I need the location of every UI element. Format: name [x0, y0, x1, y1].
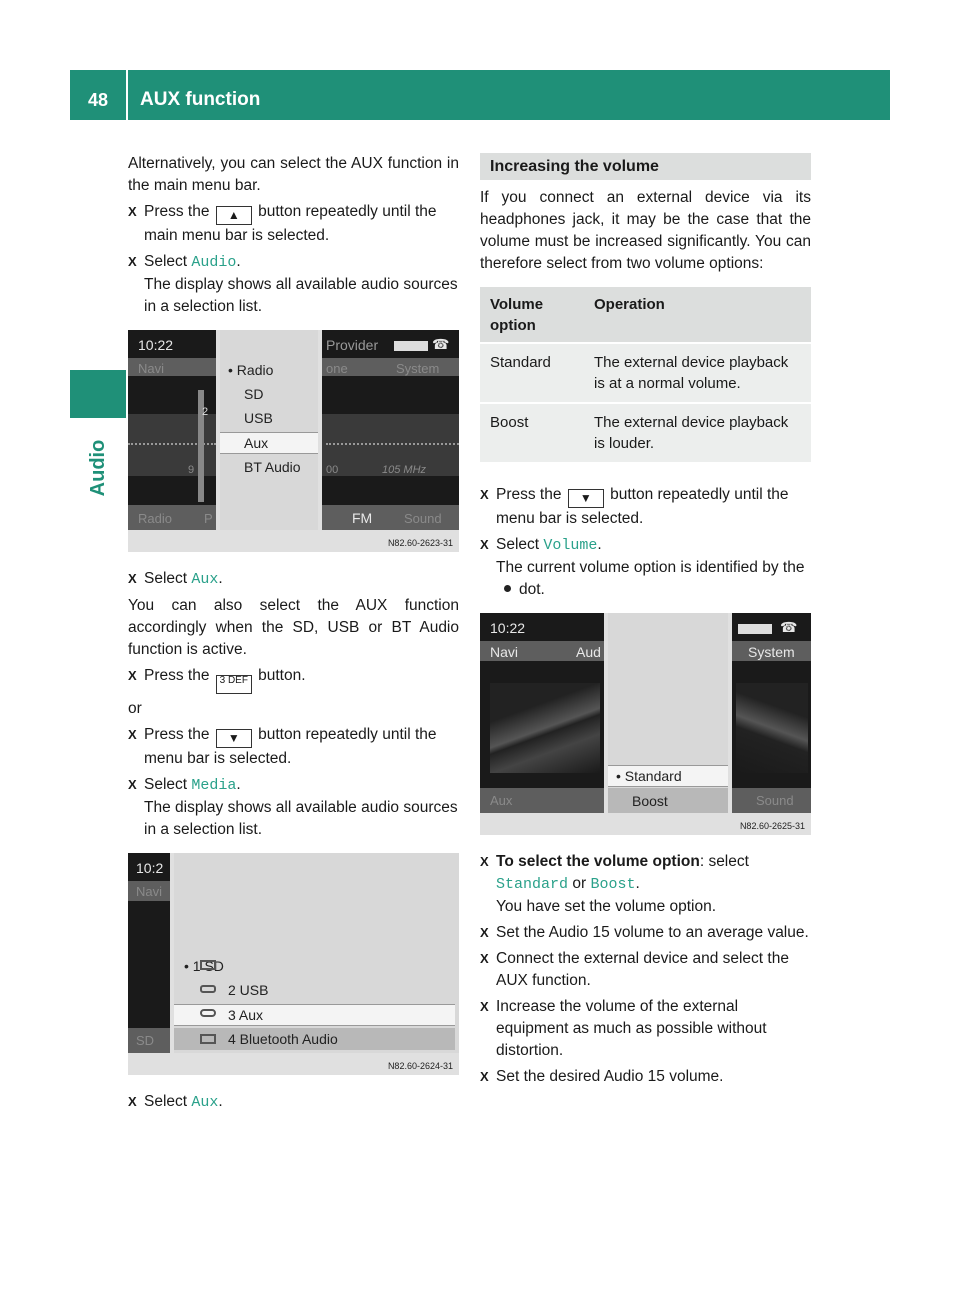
step-arrow-icon: X — [128, 727, 137, 742]
section-heading: Increasing the volume — [480, 153, 811, 180]
header-divider — [126, 70, 128, 120]
table-cell: Boost — [480, 403, 584, 462]
table-row — [480, 343, 811, 403]
page-title: AUX function — [140, 89, 261, 110]
right-column: Increasing the volume If you connect an external device via its headphones jack, it may be the case that the volume must be increased significantly. You can therefore select from two volume options: Volume option Operation Standard The external device playback is at a normal volume. Boost The external device playback is louder. X Press the ▼ button repeatedly until the menu bar is selected. X Select Volume. The current volume option is identified by the dot. 10:22 ☎ Navi Aud System Aux Sound • Standard Boost N82.60-2625-31 X To select the volume option: select Standard or Boost. You have set the volume option. X Set the Audio 15 volume to an average value. X Connect the external device and select the AUX function. X Increase the volume of the external equipment as much as possible without distortion. X Set the desired Audio 15 volume. — [480, 153, 811, 1092]
menu-item-audio: Audio — [191, 254, 237, 271]
menu-item-volume: Volume — [543, 537, 598, 554]
intro-paragraph: If you connect an external device via its headphones jack, it may be the case that the volume must be increased significantly. You can therefore select from two volume options: — [480, 189, 811, 272]
media-item-bluetooth-audio: 4 Bluetooth Audio — [228, 1031, 338, 1047]
clock-label: 10:22 — [490, 620, 526, 636]
down-button-icon: ▼ — [568, 489, 604, 508]
side-tab-label: Audio — [87, 439, 109, 497]
or-separator: or — [128, 700, 142, 717]
option-boost: Boost — [632, 793, 668, 809]
column-header: Volume option — [480, 287, 584, 343]
step-arrow-icon: X — [128, 204, 137, 219]
step-arrow-icon: X — [480, 537, 489, 552]
screenshot-volume-menu: 10:22 ☎ Navi Aud System Aux Sound • Standard Boost N82.60-2625-31 — [480, 613, 811, 835]
key-3-def-icon: 3 DEF — [216, 675, 252, 694]
step-arrow-icon: X — [128, 254, 137, 269]
instruction-step: X Select Media. The display shows all available audio sources in a selection list. — [128, 776, 458, 838]
step-arrow-icon: X — [480, 854, 489, 869]
step-arrow-icon: X — [128, 571, 137, 586]
instruction-step: X Connect the external device and select the AUX function. — [480, 950, 789, 989]
menu-item-aux-ref: Aux — [191, 571, 219, 588]
instruction-step: X Select Aux. — [128, 570, 223, 588]
table-row — [480, 403, 811, 462]
instruction-step: X Set the Audio 15 volume to an average value. — [480, 922, 811, 944]
media-item-aux: 3 Aux — [228, 1007, 264, 1023]
figure-code: N82.60-2625-31 — [739, 821, 805, 831]
step-arrow-icon: X — [480, 951, 489, 966]
step-arrow-icon: X — [480, 999, 489, 1014]
instruction-step: X Press the ▼ button repeatedly until the menu bar is selected. — [480, 486, 789, 527]
step-arrow-icon: X — [480, 487, 489, 502]
bluetooth-icon — [200, 1034, 216, 1044]
menu-item-media: Media — [191, 777, 237, 794]
option-boost-ref: Boost — [590, 876, 636, 893]
step-arrow-icon: X — [128, 777, 137, 792]
figure-code: N82.60-2624-31 — [387, 1061, 453, 1071]
option-standard: • Standard — [616, 768, 682, 784]
menu-item-sd: SD — [244, 386, 264, 402]
instruction-step: X Select Aux. — [128, 1093, 223, 1111]
down-button-icon: ▼ — [216, 729, 252, 748]
signal-strength-icon — [394, 341, 428, 351]
media-item-usb: 2 USB — [228, 982, 269, 998]
instruction-step: X Increase the volume of the external equipment as much as possible without distortion. — [480, 998, 767, 1059]
menu-item-aux: Aux — [244, 435, 269, 451]
instruction-step: X To select the volume option: select Standard or Boost. You have set the volume option. — [480, 853, 749, 915]
left-column — [128, 153, 459, 1118]
usb-icon — [200, 985, 216, 993]
page-number: 48 — [87, 90, 109, 110]
instruction-step: X Set the desired Audio 15 volume. — [480, 1066, 811, 1088]
step-arrow-icon: X — [480, 1069, 489, 1084]
volume-options-table — [480, 287, 811, 462]
side-tab — [70, 370, 126, 418]
table-cell: The external device playback is at a normal volume. — [584, 343, 811, 403]
column-header: Operation — [584, 287, 811, 343]
clock-label: 10:2 — [136, 860, 164, 876]
up-button-icon: ▲ — [216, 206, 252, 225]
instruction-step: X Press the ▲ button repeatedly until the main menu bar is selected. — [128, 203, 437, 244]
source-selection-list — [220, 330, 318, 530]
signal-strength-icon — [738, 624, 772, 634]
clock-label: 10:22 — [138, 337, 174, 353]
menu-item-bt-audio: BT Audio — [244, 459, 301, 475]
step-arrow-icon: X — [128, 668, 137, 683]
figure-code: N82.60-2623-31 — [387, 538, 453, 548]
table-cell: Standard — [480, 343, 584, 403]
table-cell: The external device playback is louder. — [584, 403, 811, 462]
sd-card-icon — [200, 960, 216, 970]
selection-dot-icon — [504, 585, 511, 592]
menu-item-aux-ref: Aux — [191, 1094, 219, 1111]
screenshot-audio-menu: 10:22 Provider ☎ Navi one System 2 9 00 105 MHz Radio P FM Sound • Radio SD USB Aux BT Audio N82.60-2623-31 — [128, 330, 459, 552]
menu-item-radio: • Radio — [228, 362, 274, 378]
instruction-step: X Select Volume. The current volume option is identified by the — [480, 536, 805, 576]
screenshot-media-list: 10:2 Navi SD • 1 SD 2 USB 3 Aux 4 Bluetooth Audio N82.60-2624-31 — [128, 853, 459, 1075]
option-standard-ref: Standard — [496, 876, 569, 893]
step-arrow-icon: X — [128, 1094, 137, 1109]
paragraph: You can also select the AUX function accordingly when the SD, USB or BT Audio function is active. — [128, 597, 459, 658]
media-item-sd: • 1 SD — [184, 958, 224, 974]
phone-icon: ☎ — [432, 336, 450, 352]
step-arrow-icon: X — [480, 925, 489, 940]
instruction-step: X Select Audio. The display shows all available audio sources in a selection list. — [128, 253, 458, 315]
intro-paragraph: Alternatively, you can select the AUX function in the main menu bar. — [128, 155, 459, 194]
menu-item-usb: USB — [244, 410, 273, 426]
instruction-step: X Press the 3 DEF button. — [128, 665, 459, 694]
instruction-step: X Press the ▼ button repeatedly until the menu bar is selected. — [128, 726, 437, 767]
table-header-row — [480, 287, 811, 343]
aux-icon — [200, 1009, 216, 1017]
phone-icon: ☎ — [780, 619, 798, 635]
